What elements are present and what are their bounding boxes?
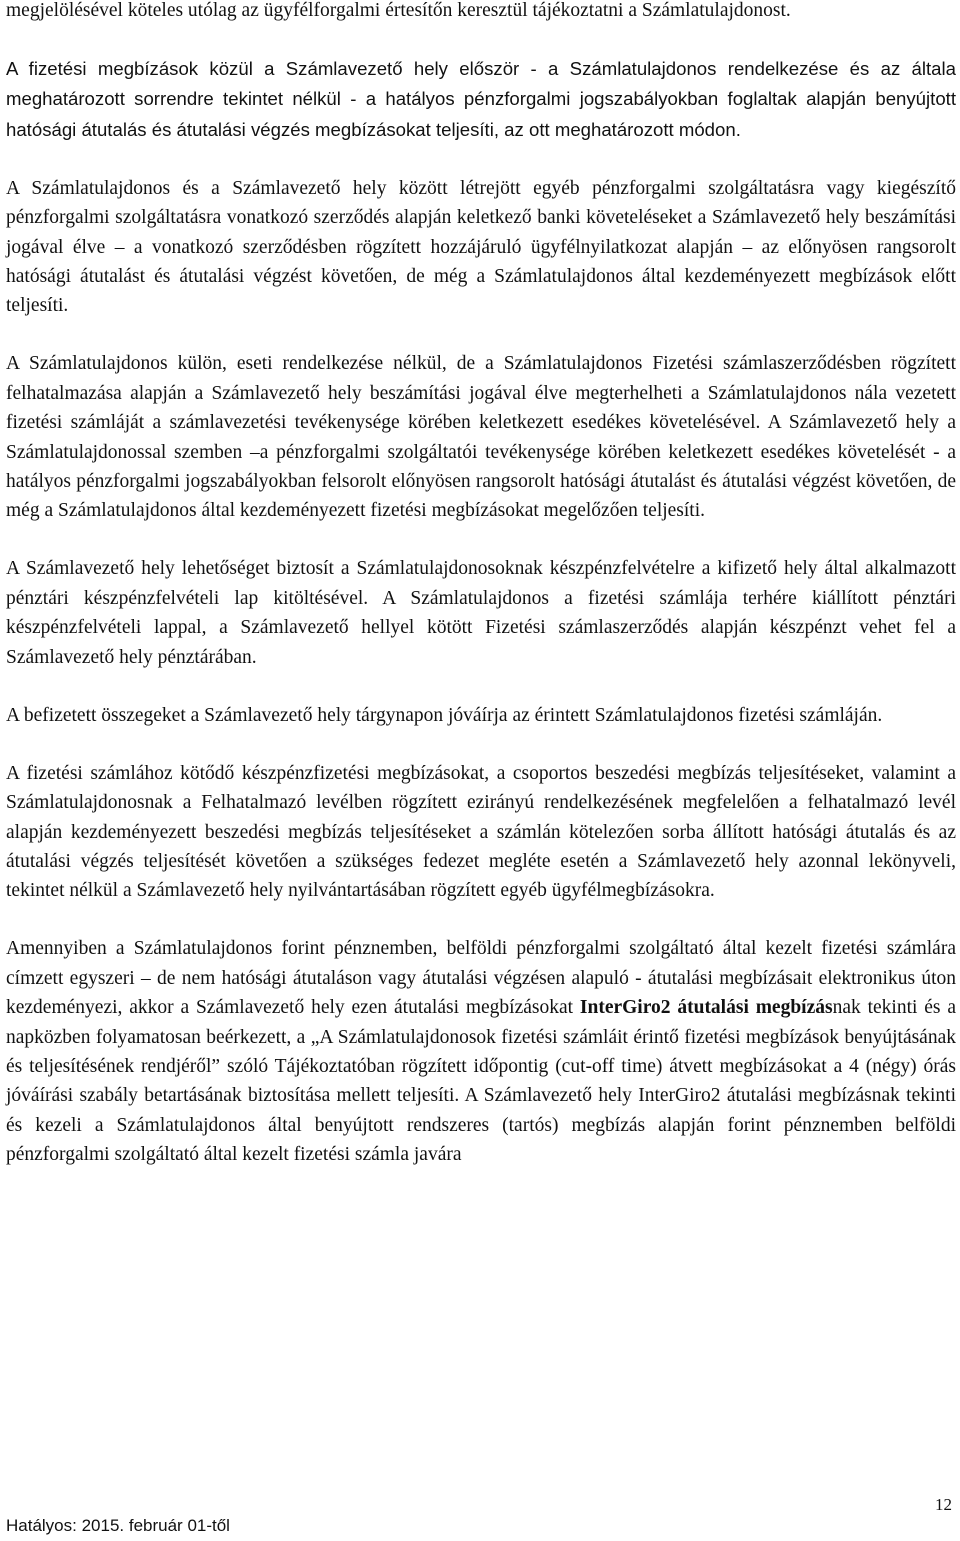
- paragraph: [6, 174, 956, 321]
- text-segment: A befizetett összegeket a Számlavezető hely tárgynapon jóváírja az érintett Számlatulajdonos fizetési számláján.: [6, 704, 883, 726]
- paragraph: [6, 0, 956, 25]
- text-segment: A Számlavezető hely lehetőséget biztosít a Számlatulajdonosoknak készpénzfelvételre a kifizető hely által alkalmazott pénztári készpénzfelvételi lap kitöltésével. A Számlatulajdonos a fizetési számlája terhére kiállított pénztári készpénzfelvételi lappal, a Számlavezető hellyel kötött Fizetési számlaszerződés alapján készpénzt vehet fel a Számlavezető hely pénztárában.: [6, 558, 956, 668]
- text-segment: A fizetési megbízások közül a Számlavezető hely először - a Számlatulajdonos rendelkezése és az általa meghatározott sorrendre tekintet nélkül - a hatályos pénzforgalmi jogszabályokban foglaltak alapján benyújtott hatósági átutalás és átutalási végzés megbízásokat teljesíti, az ott meghatározott módon.: [6, 58, 956, 140]
- text-segment: A fizetési számlához kötődő készpénzfizetési megbízásokat, a csoportos beszedési megbízás teljesítéseket, valamint a Számlatulajdonosnak a Felhatalmazó levélben rögzített ezirányú rendelkezésének megfelelően a felhatalmazó levél alapján kezdeményezett beszedési megbízás teljesítéseket a számlán kötelezően sorba állított hatósági átutalás és az átutalási végzés teljesítését követően a szükséges fedezet megléte esetén a Számlavezető hely azonnal lekönyveli, tekintet nélkül a Számlavezető hely nyilvántartásában rögzített egyéb ügyfélmegbízásokra.: [6, 762, 956, 902]
- text-segment: megjelölésével köteles utólag az ügyfélforgalmi értesítőn keresztül tájékoztatni a Számlatulajdonost.: [6, 0, 791, 21]
- paragraph: [6, 759, 956, 906]
- document-body: [6, 0, 956, 1198]
- page-number: 12: [935, 1495, 952, 1514]
- text-segment: nak tekinti és a napközben folyamatosan beérkezett, a „A Számlatulajdonosok fizetési számláit érintő fizetési megbízások benyújtásának és teljesítésének rendjéről” szóló Tájékoztatóban rögzített időpontig (cut-off time) átvett megbízásokat a 4 (négy) órás jóváírási szabály betartásának biztosítása mellett teljesíti. A Számlavezető hely InterGiro2 átutalási megbízásnak tekinti és kezeli a Számlatulajdonos által benyújtott rendszeres (tartós) megbízás alapján forint pénznemben belföldi pénzforgalmi szolgáltató által kezelt fizetési számla javára: [6, 997, 956, 1166]
- text-segment: A Számlatulajdonos és a Számlavezető hely között létrejött egyéb pénzforgalmi szolgáltatásra vagy kiegészítő pénzforgalmi szolgáltatásra vonatkozó szerződés alapján keletkező banki követeléseket a Számlavezető hely beszámítási jogával élve – a vonatkozó szerződésben rögzített hozzájáruló ügyfélnyilatkozat alapján – az előnyösen rangsorolt hatósági átutalást és átutalási végzést követően, de még a Számlatulajdonos által kezdeményezett megbízások előtt teljesíti.: [6, 177, 956, 317]
- paragraph: [6, 934, 956, 1169]
- paragraph: [6, 349, 956, 525]
- paragraph: [6, 54, 956, 145]
- bold-text-segment: InterGiro2 átutalási megbízás: [579, 997, 833, 1019]
- text-segment: A Számlatulajdonos külön, eseti rendelkezése nélkül, de a Számlatulajdonos Fizetési számlaszerződésben rögzített felhatalmazása alapján a Számlavezető hely beszámítási jogával élve megterhelheti a Számlatulajdonos nála vezetett fizetési számláját a számlavezetési tevékenysége körében keletkezett esedékes követelésével. A Számlavezető hely a Számlatulajdonossal szemben –a pénzforgalmi szolgáltatói tevékenysége körében keletkezett esedékes követelését - a hatályos pénzforgalmi jogszabályokban felsorolt előnyösen rangsorolt hatósági átutalást és átutalási végzést követően, de még a Számlatulajdonos által kezdeményezett fizetési megbízásokat megelőzően teljesíti.: [6, 353, 956, 522]
- text-segment: Amennyiben a Számlatulajdonos forint pénznemben, belföldi pénzforgalmi szolgáltató által kezelt fizetési számlára címzett egyszeri – de nem hatósági átutaláson vagy átutalási végzésen alapuló - átutalási megbízásait elektronikus úton kezdeményezi, akkor a Számlavezető hely ezen átutalási megbízásokat: [6, 938, 956, 1019]
- paragraph: [6, 554, 956, 672]
- paragraph: [6, 701, 956, 730]
- effective-date-footer: Hatályos: 2015. február 01-től: [6, 1516, 230, 1535]
